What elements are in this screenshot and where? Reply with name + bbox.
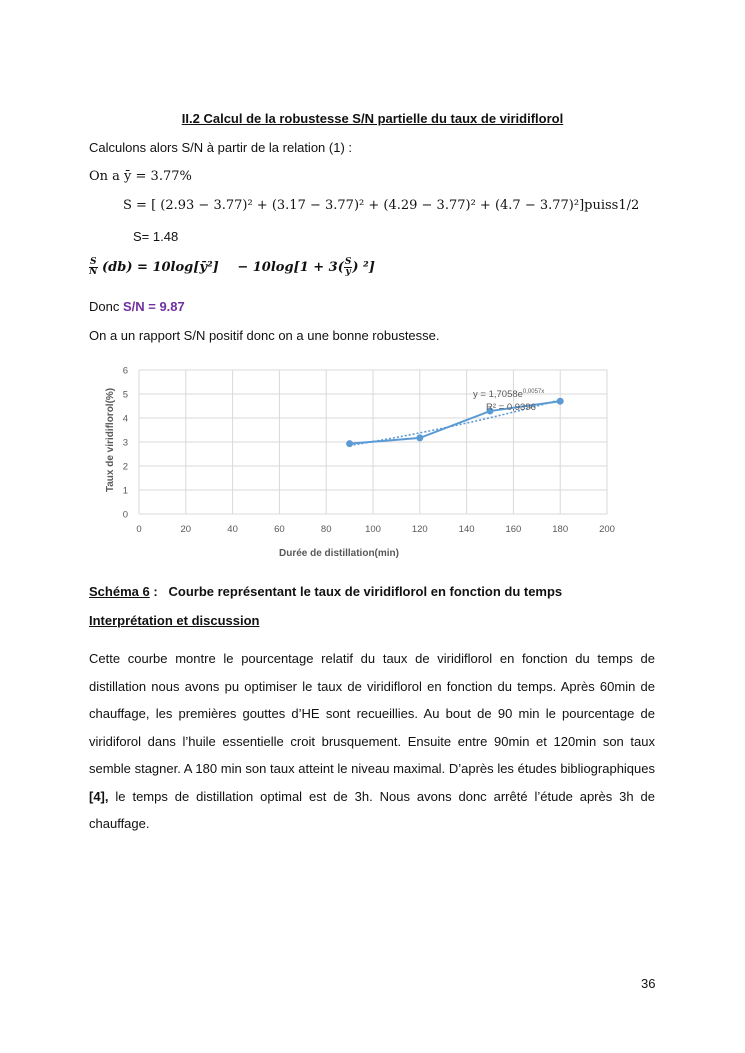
x-tick-label: 80 [320, 524, 332, 535]
conclusion-text: On a un rapport S/N positif donc on a une bonne robustesse. [89, 328, 440, 343]
section-title: II.2 Calcul de la robustesse S/N partielle du taux de viridiflorol [181, 111, 564, 126]
sn-fraction [89, 258, 98, 277]
reference-citation: [4], [89, 788, 109, 804]
intro-text: Calculons alors S/N à partir de la relation (1) : [89, 140, 353, 155]
trend-equation: $y = 1,7058e^{0,0057x}$ [473, 389, 545, 400]
y-tick-label: 6 [122, 365, 128, 377]
y-tick-label: 2 [122, 461, 128, 473]
x-tick-label: 20 [180, 524, 192, 535]
sn-formula-part-a: (db) = 10log[ȳ²] [102, 260, 219, 275]
x-tick-label: 40 [227, 524, 238, 535]
viridiflorol-chart [100, 360, 630, 565]
sn-formula-part-c: ) ²] [352, 260, 375, 275]
y-tick-label: 0 [122, 509, 128, 521]
x-tick-labels [136, 524, 615, 535]
data-point [416, 434, 423, 441]
x-tick-label: 200 [599, 524, 615, 535]
sn-fraction-num: S [90, 257, 97, 267]
data-point [346, 440, 353, 447]
sn-inner-num: S [344, 257, 352, 267]
y-tick-label: 5 [122, 389, 128, 401]
caption-label: Schéma 6 [89, 584, 150, 599]
caption-sep: : [149, 584, 158, 599]
sn-result-value: S/N = 9.87 [122, 299, 185, 314]
x-tick-label: 120 [411, 524, 428, 535]
caption-text: Courbe représentant le taux de viridiflorol en fonction du temps [168, 584, 563, 599]
ybar-line: On a ȳ = 3.77% [89, 169, 192, 184]
sn-formula-part-b: − 10log[1 + 3( [237, 260, 344, 275]
figure-caption [89, 584, 562, 599]
body-text-part1: Cette courbe montre le pourcentage relatif du taux de viridiflorol en fonction du temps de distillation nous avons pu optimiser le taux de viridiflorol en fonction du temps. Après 60min de chauffage, les premières gouttes d’HE sont recueillies. Au bout de 90 min le pourcentage de viridiforol dans l’huile essentielle croit brusquement. Ensuite entre 90min et 120min son taux semble stagner. A 180 min son taux atteint le niveau maximal. D’après les études bibliographiques [89, 651, 655, 776]
x-tick-label: 180 [552, 524, 569, 535]
body-text-part2: le temps de distillation optimal est de 3h. Nous avons donc arrêté l’étude après 3h de chauffage. [89, 788, 655, 831]
x-axis-label: Durée de distillation(min) [278, 548, 400, 559]
x-tick-label: 160 [505, 524, 522, 535]
y-tick-label: 1 [122, 485, 128, 497]
s-formula: S = [ (2.93 − 3.77)² + (3.17 − 3.77)² + (4.29 − 3.77)² + (4.7 − 3.77)²]puiss1/2 [123, 198, 640, 213]
s-value: S= 1.48 [133, 229, 179, 244]
x-tick-label: 100 [365, 524, 381, 535]
x-tick-label: 60 [274, 524, 285, 535]
sn-fraction-den: N [89, 267, 98, 277]
trend-r2: R² = 0,9396 [486, 402, 536, 413]
page-number: 36 [641, 976, 656, 991]
interpretation-heading: Interprétation et discussion [89, 613, 260, 628]
sn-formula [89, 258, 375, 277]
result-prefix: Donc [89, 299, 123, 314]
y-tick-label: 3 [122, 437, 128, 449]
result-line [89, 299, 185, 314]
body-paragraph [89, 645, 655, 838]
y-tick-labels [123, 366, 128, 521]
x-tick-label: 0 [136, 524, 142, 535]
x-tick-label: 140 [458, 524, 475, 535]
data-point [557, 398, 564, 405]
sn-inner-den: ȳ [345, 267, 351, 277]
y-axis-label: Taux de viridiflorol(%) [105, 387, 116, 493]
y-tick-label: 4 [122, 413, 128, 425]
